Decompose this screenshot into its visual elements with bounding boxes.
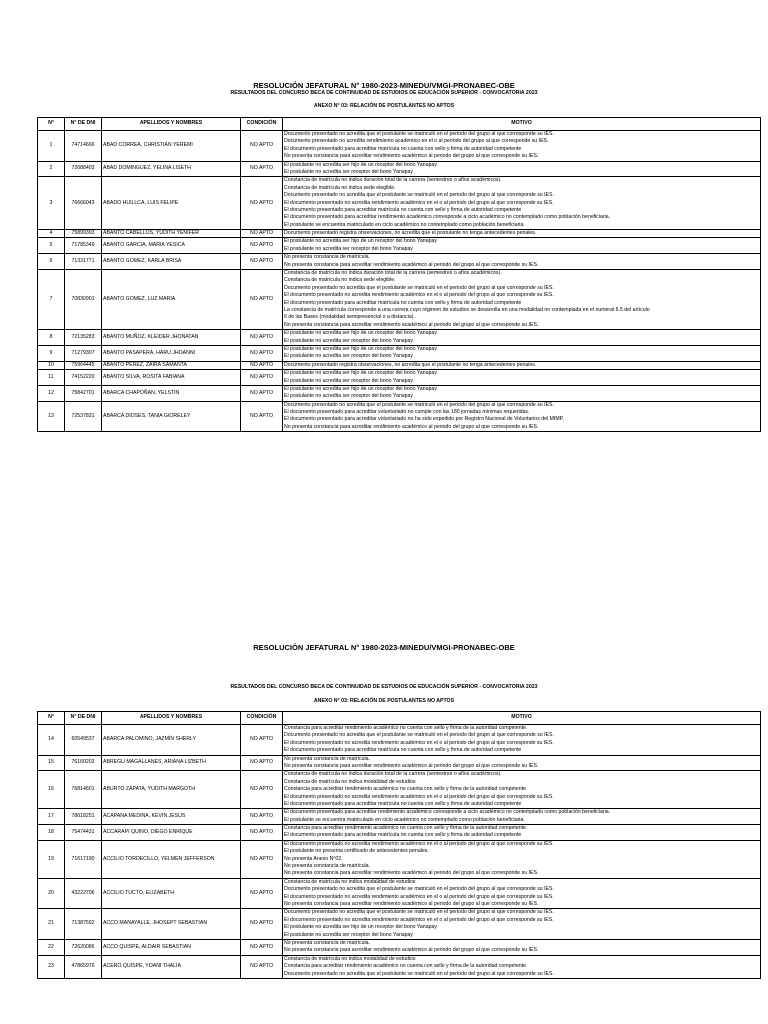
annex-title: ANEXO N° 03: RELACIÓN DE POSTULANTES NO APTOS: [313, 698, 455, 704]
reason-line: Constancia para acreditar rendimiento académico no cuenta con sello y firma de la autoridad competente.: [284, 825, 528, 832]
reason-line: El postulante no acredita ser receptor del bono Yanapay: [284, 931, 414, 938]
row-name: ABANTO SILVA, ROSITA FABIANA: [102, 370, 241, 386]
table-row: [38, 878, 761, 909]
row-number: 15: [38, 755, 65, 771]
reason-line: No presenta constancia de matrícula.: [284, 863, 370, 870]
reason-line: El postulante se encuentra matriculado en ciclo académico no contemplado como población beneficiaria.: [284, 816, 525, 823]
row-name: ACCO QUISPE, ALDAIR SEBASTIAN: [102, 939, 241, 955]
row-number: 22: [38, 939, 65, 955]
reason-line: Documento presentado registra observaciones, no acredita que el postulante no tenga antecedentes penales.: [284, 230, 537, 237]
row-reason: [283, 254, 761, 270]
row-dni: 74152220: [65, 370, 102, 386]
reason-line: El documento presentado no acredita rendimiento académico en el o al periodo del grupo al que corresponde su IES.: [284, 916, 554, 923]
row-reason: [283, 909, 761, 940]
reason-line: Constancia para acreditar rendimiento académico no cuenta con sello y firma de la autoridad competente.: [284, 725, 528, 731]
reason-line: El documento presentado para acreditar voluntariado no cumple con las 180 jornadas mínimas requeridas.: [284, 409, 530, 416]
row-dni: 75899393: [65, 230, 102, 238]
row-reason: [283, 840, 761, 878]
row-name: ABANTO GOMEZ, LUZ MARIA: [102, 270, 241, 330]
header-dni: N° DE DNI: [65, 712, 102, 725]
row-number: 21: [38, 909, 65, 940]
row-condition: NO APTO: [241, 755, 283, 771]
row-dni: 47865976: [65, 955, 102, 978]
row-dni: 76814601: [65, 771, 102, 809]
table-row: [38, 825, 761, 841]
row-condition: NO APTO: [241, 230, 283, 238]
row-number: 13: [38, 401, 65, 432]
reason-line: El postulante no acredita ser hijo de un receptor del bono Yanapay: [284, 924, 437, 931]
row-name: ABANTO PEREZ, ZAIRA SAMANTA: [102, 361, 241, 369]
row-reason: [283, 825, 761, 841]
table-row: [38, 385, 761, 401]
row-reason: [283, 361, 761, 369]
row-dni: 71279307: [65, 345, 102, 361]
reason-line: No presenta constancia para acreditar rendimiento académico al periodo del grupo al que corresponde su IES.: [284, 423, 539, 430]
table-row: [38, 131, 761, 162]
row-dni: 60549537: [65, 725, 102, 756]
row-number: 23: [38, 955, 65, 978]
reason-line: Constancia de matrícula no indica sede elegible.: [284, 277, 396, 284]
reason-line: El postulante no acredita ser receptor del bono Yanapay: [284, 245, 414, 252]
table-header-row: [38, 712, 761, 725]
row-condition: NO APTO: [241, 809, 283, 825]
row-dni: 76666043: [65, 177, 102, 230]
table-row: [38, 254, 761, 270]
reason-line: Documento presentado registra observaciones, no acredita que el postulante no tenga antecedentes penales.: [284, 361, 537, 368]
row-reason: [283, 238, 761, 254]
row-reason: [283, 725, 761, 756]
row-number: 5: [38, 238, 65, 254]
row-name: ABAD DOMINGUEZ, YELINA LISETH: [102, 161, 241, 177]
resolution-title: RESOLUCIÓN JEFATURAL N° 1980-2023-MINEDU/VMGI-PRONABEC-OBE: [253, 643, 515, 652]
reason-line: El documento presentado no acredita rendimiento académico en el o al periodo del grupo al que corresponde su IES.: [284, 793, 554, 800]
table-row: [38, 330, 761, 346]
row-number: 12: [38, 385, 65, 401]
reason-line: Documento presentado no acredita que el postulante se matriculó en el periodo del grupo al que corresponde su IES.: [284, 732, 554, 739]
row-reason: [283, 131, 761, 162]
reason-line: No presenta constancia para acreditar rendimiento académico al periodo del grupo al que corresponde su IES.: [284, 900, 539, 907]
reason-line: El documento presentado para acreditar voluntariado no ha sido expedido por Registro Nacional de Voluntarios del MIMP.: [284, 416, 564, 423]
row-condition: NO APTO: [241, 909, 283, 940]
reason-line: El postulante no acredita ser hijo de un receptor del bono Yanapay: [284, 330, 437, 337]
row-name: ABANTO PASAPERA, HARU JHOANNI: [102, 345, 241, 361]
row-name: ABADO HUILLCA, LUIS FELIPE: [102, 177, 241, 230]
reason-line: El documento presentado para acreditar matrícula no cuenta con sello y firma de autoridad competente: [284, 832, 522, 839]
row-reason: [283, 177, 761, 230]
row-condition: NO APTO: [241, 955, 283, 978]
reason-line: El postulante no acredita ser hijo de un receptor del bono Yanapay: [284, 370, 437, 377]
row-name: ACCO MANAYALLE, JHOSEPT SEBASTIAN: [102, 909, 241, 940]
row-dni: 71617190: [65, 840, 102, 878]
row-number: 11: [38, 370, 65, 386]
table-row: [38, 809, 761, 825]
reason-line: El postulante no acredita ser hijo de un receptor del bono Yanapay: [284, 238, 437, 245]
row-reason: [283, 878, 761, 909]
reason-line: El postulante no acredita ser receptor del bono Yanapay: [284, 168, 414, 175]
table-row: [38, 177, 761, 230]
row-reason: [283, 161, 761, 177]
row-dni: 78018251: [65, 809, 102, 825]
table-row: [38, 939, 761, 955]
row-dni: 72135283: [65, 330, 102, 346]
reason-line: Documento presentado no acredita que el postulante se matriculó en el periodo del grupo al que corresponde su IES.: [284, 909, 554, 916]
row-condition: NO APTO: [241, 238, 283, 254]
row-number: 8: [38, 330, 65, 346]
row-dni: 75474431: [65, 825, 102, 841]
row-condition: NO APTO: [241, 840, 283, 878]
row-number: 18: [38, 825, 65, 841]
reason-line: El documento presentado para acreditar matrícula no cuenta con sello y firma de autoridad competente: [284, 206, 522, 213]
header-name: APELLIDOS Y NOMBRES: [102, 118, 241, 131]
header-reason: MOTIVO: [283, 712, 761, 725]
row-number: 6: [38, 254, 65, 270]
reason-line: Documento presentado no acredita que el postulante se matriculó en el periodo del grupo al que corresponde su IES.: [284, 284, 554, 291]
applicants-table: [37, 711, 761, 979]
row-dni: 75964445: [65, 361, 102, 369]
row-number: 17: [38, 809, 65, 825]
table-row: [38, 345, 761, 361]
reason-line: No presenta Anexo N°02.: [284, 855, 343, 862]
reason-line: La constancia de matrícula corresponde a una carrera cuyo régimen de estudios se desarrolla en una modalidad no contemplada en el numeral 6.5 del artículo: [284, 307, 650, 313]
row-name: ABARCA PALOMINO, JAZMÍN SHERLY: [102, 725, 241, 756]
row-reason: [283, 809, 761, 825]
row-reason: [283, 370, 761, 386]
row-name: ABANTO MUÑOZ, KLEIDER JHONATAN: [102, 330, 241, 346]
row-dni: 74714666: [65, 131, 102, 162]
row-dni: 75842701: [65, 385, 102, 401]
table-body: [38, 131, 761, 432]
row-dni: 76160202: [65, 755, 102, 771]
row-name: ACAPANA MEDINA, KEVIN JESUS: [102, 809, 241, 825]
row-reason: [283, 385, 761, 401]
reason-line: No presenta constancia para acreditar rendimiento académico al periodo del grupo al que corresponde su IES.: [284, 153, 539, 160]
row-dni: 70830901: [65, 270, 102, 330]
row-reason: [283, 955, 761, 978]
table-row: [38, 755, 761, 771]
reason-line: Constancia de matrícula no indica duración total de la carrera (semestres o años académicos).: [284, 177, 502, 184]
reason-line: El documento presentado no acredita rendimiento académico en el o al periodo del grupo al que corresponde su IES.: [284, 840, 554, 847]
reason-line: El documento presentado para acreditar rendimiento académico corresponde a ciclo académico no contemplado como población beneficiaria.: [284, 809, 611, 816]
row-number: 1: [38, 131, 65, 162]
row-number: 2: [38, 161, 65, 177]
reason-line: No presenta constancia para acreditar rendimiento académico al periodo del grupo al que corresponde su IES.: [284, 947, 539, 954]
header-dni: N° DE DNI: [65, 118, 102, 131]
reason-line: Constancia para acreditar rendimiento académico no cuenta con sello y firma de la autoridad competente.: [284, 786, 528, 793]
header-condition: CONDICIÓN: [241, 118, 283, 131]
row-condition: NO APTO: [241, 771, 283, 809]
header-name: APELLIDOS Y NOMBRES: [102, 712, 241, 725]
row-name: ACCILIO TORDECILLO, YELMEN JEFFERSON: [102, 840, 241, 878]
row-reason: [283, 939, 761, 955]
reason-line: El documento presentado para acreditar rendimiento académico corresponde a ciclo académico no contemplado como población beneficiaria.: [284, 214, 611, 221]
reason-line: Documento presentado no acredita que el postulante se matriculó en el periodo del grupo al que corresponde su IES.: [284, 970, 554, 977]
row-number: 19: [38, 840, 65, 878]
reason-line: Constancia de matrícula no indica modalidad de estudios: [284, 878, 416, 885]
table-row: [38, 238, 761, 254]
row-condition: NO APTO: [241, 385, 283, 401]
row-number: 16: [38, 771, 65, 809]
reason-line: El documento presentado no acredita rendimiento académico en el o al periodo del grupo al que corresponde su IES.: [284, 199, 554, 206]
row-name: ABAD CORREA, CHRISTIAN YEREMI: [102, 131, 241, 162]
row-condition: NO APTO: [241, 131, 283, 162]
applicants-table: [37, 117, 761, 432]
reason-line: El documento presentado no acredita rendimiento académico en el o al periodo del grupo al que corresponde su IES.: [284, 292, 554, 299]
table-row: [38, 230, 761, 238]
reason-line: El postulante no acredita ser receptor del bono Yanapay: [284, 353, 414, 360]
row-name: ACCILIO TUCTO, ELIZABETH: [102, 878, 241, 909]
reason-line: Constancia de matrícula no indica sede elegible.: [284, 184, 396, 191]
row-number: 7: [38, 270, 65, 330]
reason-line: El documento presentado para acreditar matrícula no cuenta con sello y firma de autoridad competente: [284, 145, 522, 152]
table-row: [38, 955, 761, 978]
row-condition: NO APTO: [241, 725, 283, 756]
row-number: 3: [38, 177, 65, 230]
row-number: 10: [38, 361, 65, 369]
reason-line: El documento presentado no acredita rendimiento académico en el o al periodo del grupo al que corresponde su IES.: [284, 739, 554, 746]
row-reason: [283, 771, 761, 809]
reason-line: Constancia de matrícula no indica duración total de la carrera (semestres o años académicos).: [284, 270, 502, 277]
results-subtitle: RESULTADOS DEL CONCURSO BECA DE CONTINUIDAD DE ESTUDIOS DE EDUCACIÓN SUPERIOR - CONVOCATORIA 2023: [230, 684, 538, 690]
reason-line: El postulante no acredita ser hijo de un receptor del bono Yanapay: [284, 385, 437, 392]
row-name: ABANTO CABELLOS, YUDITH YENIFER: [102, 230, 241, 238]
table-row: [38, 361, 761, 369]
row-number: 14: [38, 725, 65, 756]
reason-line: El postulante no acredita ser receptor del bono Yanapay: [284, 337, 414, 344]
resolution-title: RESOLUCIÓN JEFATURAL N° 1980-2023-MINEDU/VMGI-PRONABEC-OBE: [253, 81, 515, 90]
table-header-row: [38, 118, 761, 131]
row-condition: NO APTO: [241, 330, 283, 346]
row-dni: 71387592: [65, 909, 102, 940]
row-dni: 72688403: [65, 161, 102, 177]
row-name: ABARCA CHAPOÑAN, YELSTIN: [102, 385, 241, 401]
reason-line: El postulante no acredita ser receptor del bono Yanapay: [284, 393, 414, 400]
table-row: [38, 771, 761, 809]
reason-line: El postulante no acredita ser receptor del bono Yanapay: [284, 377, 414, 384]
header-reason: MOTIVO: [283, 118, 761, 131]
row-reason: [283, 330, 761, 346]
header-condition: CONDICIÓN: [241, 712, 283, 725]
row-condition: NO APTO: [241, 161, 283, 177]
header-number: N°: [38, 712, 65, 725]
row-condition: NO APTO: [241, 878, 283, 909]
table-row: [38, 270, 761, 330]
row-dni: 71331771: [65, 254, 102, 270]
row-number: 20: [38, 878, 65, 909]
row-name: ABANTO GOMEZ, KARLA BRISA: [102, 254, 241, 270]
row-condition: NO APTO: [241, 345, 283, 361]
row-number: 4: [38, 230, 65, 238]
table-row: [38, 840, 761, 878]
reason-line: No presenta constancia para acreditar rendimiento académico al periodo del grupo al que corresponde su IES.: [284, 261, 539, 268]
reason-line: Constancia de matrícula no indica modalidad de estudios: [284, 955, 416, 962]
row-reason: [283, 270, 761, 330]
table-row: [38, 725, 761, 756]
row-condition: NO APTO: [241, 361, 283, 369]
reason-line: El documento presentado para acreditar matrícula no cuenta con sello y firma de autoridad competente: [284, 299, 522, 306]
reason-line: Constancia de matrícula no indica duración total de la carrera (semestres o años académicos).: [284, 771, 502, 778]
reason-line: Documento presentado no acredita que el postulante se matriculó en el periodo del grupo al que corresponde su IES.: [284, 401, 554, 408]
row-name: ACCARAPI QUINO, DIEGO ENRIQUE: [102, 825, 241, 841]
reason-line: Documento presentado no acredita que el postulante se matriculó en el periodo del grupo al que corresponde su IES.: [284, 886, 554, 893]
reason-line: El postulante no acredita ser hijo de un receptor del bono Yanapay: [284, 161, 437, 168]
row-number: 9: [38, 345, 65, 361]
annex-title: ANEXO N° 03: RELACIÓN DE POSTULANTES NO APTOS: [313, 103, 455, 109]
reason-line: No presenta constancia para acreditar rendimiento académico al periodo del grupo al que corresponde su IES.: [284, 870, 539, 877]
reason-line: Documento presentado no acredita que el postulante se matriculó en el periodo del grupo al que corresponde su IES.: [284, 131, 554, 137]
reason-line: No presenta constancia para acreditar rendimiento académico al periodo del grupo al que corresponde su IES.: [284, 762, 539, 769]
header-number: N°: [38, 118, 65, 131]
row-dni: 71785349: [65, 238, 102, 254]
row-name: ABURTO ZAPATA, YUDITH MARGOTH: [102, 771, 241, 809]
row-name: ACERO QUISPE, YOANI THALIA: [102, 955, 241, 978]
row-name: ABANTO GARCIA, MARIA YESICA: [102, 238, 241, 254]
row-reason: [283, 401, 761, 432]
row-condition: NO APTO: [241, 370, 283, 386]
row-condition: NO APTO: [241, 254, 283, 270]
row-name: ABREGU MAGALLANES, ARIANA LIZBETH: [102, 755, 241, 771]
row-dni: 72537831: [65, 401, 102, 432]
reason-line: El documento presentado para acreditar matrícula no cuenta con sello y firma de autoridad competente: [284, 800, 522, 807]
reason-line: Documento presentado no acredita que el postulante se matriculó en el periodo del grupo al que corresponde su IES.: [284, 192, 554, 199]
reason-line: No presenta constancia de matrícula.: [284, 939, 370, 946]
row-dni: 43222706: [65, 878, 102, 909]
reason-line: El documento presentado para acreditar matrícula no cuenta con sello y firma de autoridad competente: [284, 747, 522, 754]
row-condition: NO APTO: [241, 270, 283, 330]
row-reason: [283, 755, 761, 771]
reason-line: Constancia de matrícula no indica modalidad de estudios: [284, 778, 416, 785]
table-row: [38, 401, 761, 432]
row-reason: [283, 345, 761, 361]
row-condition: NO APTO: [241, 825, 283, 841]
table-row: [38, 909, 761, 940]
table-body: [38, 725, 761, 979]
results-subtitle: RESULTADOS DEL CONCURSO BECA DE CONTINUIDAD DE ESTUDIOS DE EDUCACIÓN SUPERIOR - CONVOCATORIA 2023: [230, 90, 538, 96]
row-condition: NO APTO: [241, 177, 283, 230]
reason-line: El documento presentado no acredita rendimiento académico en el o al periodo del grupo al que corresponde su IES.: [284, 893, 554, 900]
reason-line: Documento presentado no acredita rendimiento académico en el o al periodo del grupo al que corresponde su IES.: [284, 138, 549, 145]
row-dni: 72620086: [65, 939, 102, 955]
reason-line: No presenta constancia de matrícula.: [284, 254, 370, 261]
row-condition: NO APTO: [241, 939, 283, 955]
reason-line: El postulante se encuentra matriculado en ciclo académico no contemplado como población beneficiaria.: [284, 221, 525, 228]
row-condition: NO APTO: [241, 401, 283, 432]
row-name: ABARCA DIOSES, TANIA GIORELEY: [102, 401, 241, 432]
reason-line: Constancia para acreditar rendimiento académico no cuenta con sello y firma de la autoridad competente.: [284, 963, 528, 970]
table-row: [38, 161, 761, 177]
row-reason: [283, 230, 761, 238]
reason-line: No presenta constancia de matrícula.: [284, 755, 370, 762]
reason-line: El postulante no acredita ser hijo de un receptor del bono Yanapay: [284, 345, 437, 352]
table-row: [38, 370, 761, 386]
reason-line: El postulante no presenta certificado de antecedentes penales.: [284, 848, 429, 855]
reason-line: 6 de las Bases (modalidad semipresencial o a distancia).: [284, 314, 415, 321]
reason-line: No presenta constancia para acreditar rendimiento académico al periodo del grupo al que corresponde su IES.: [284, 321, 539, 328]
